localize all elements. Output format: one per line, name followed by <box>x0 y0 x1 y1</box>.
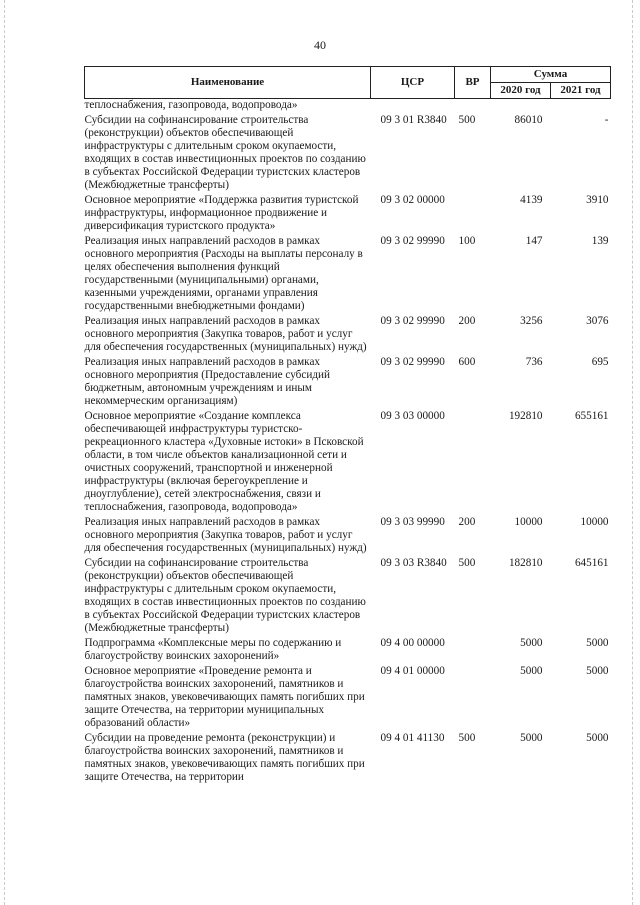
header-year-2020: 2020 год <box>491 83 551 99</box>
row-sum-2021: 5000 <box>586 637 609 649</box>
header-vr: ВР <box>455 67 491 99</box>
table-row <box>85 356 611 410</box>
row-csr <box>371 99 455 115</box>
row-vr <box>455 194 491 235</box>
row-name: Основное мероприятие «Поддержка развития туристской инфраструктуры, информационное продвижение и диверсификация туристского продукта» <box>84 194 359 232</box>
row-name: теплоснабжения, газопровода, водопровода» <box>84 99 298 111</box>
header-year-2021: 2021 год <box>551 83 611 99</box>
row-sum-2021: 5000 <box>586 732 609 744</box>
row-name: Субсидии на софинансирование строительства (реконструкции) объектов обеспечивающей инфраструктуры с длительным сроком окупаемости, входящих в состав инвестиционных проектов по созданию в субъектах Российской Федерации туристских кластеров (Межбюджетные трансферты) <box>84 114 366 191</box>
row-sum-2020: 192810 <box>508 410 543 422</box>
row-csr: 09 3 03 R3840 <box>380 557 447 569</box>
row-name: Основное мероприятие «Проведение ремонта и благоустройства воинских захоронений, памятников и памятных знаков, увековечивающих память погибших при защите Отечества, на территории муниципальных образований области» <box>84 665 365 729</box>
row-name: Реализация иных направлений расходов в рамках основного мероприятия (Расходы на выплаты персоналу в целях обеспечения выполнения функций государственными (муниципальными) органами, казенными учреждениями, органами управления государственными внебюджетными фондами) <box>84 235 363 312</box>
row-vr: 200 <box>458 315 476 327</box>
row-sum-2021: 3076 <box>586 315 609 327</box>
row-sum-2020: 4139 <box>520 194 543 206</box>
row-vr: 500 <box>458 114 476 126</box>
row-sum-2020 <box>491 99 551 115</box>
table-row <box>85 665 611 732</box>
row-vr: 200 <box>458 516 476 528</box>
row-csr: 09 4 01 41130 <box>380 732 445 744</box>
table-row <box>85 99 611 115</box>
row-csr: 09 4 01 00000 <box>380 665 445 677</box>
row-sum-2020: 147 <box>525 235 543 247</box>
row-vr <box>455 410 491 516</box>
row-sum-2021 <box>551 99 611 115</box>
row-vr <box>455 637 491 665</box>
row-sum-2021: 645161 <box>574 557 609 569</box>
table-row <box>85 410 611 516</box>
row-name: Реализация иных направлений расходов в рамках основного мероприятия (Закупка товаров, работ и услуг для обеспечения государственных (муниципальных) нужд) <box>84 516 367 554</box>
row-vr <box>455 99 491 115</box>
scan-edge-left <box>4 0 6 905</box>
row-name: Реализация иных направлений расходов в рамках основного мероприятия (Предоставление субсидий бюджетным, автономным учреждениям и иным некоммерческим организациям) <box>84 356 330 407</box>
row-sum-2021: 10000 <box>580 516 609 528</box>
table-row <box>85 114 611 194</box>
row-csr: 09 3 03 99990 <box>380 516 445 528</box>
row-name: Субсидии на проведение ремонта (реконструкции) и благоустройства воинских захоронений, памятников и памятных знаков, увековечивающих память погибших при защите Отечества, на территории <box>84 732 365 783</box>
row-sum-2020: 86010 <box>514 114 543 126</box>
row-sum-2021: 695 <box>591 356 609 368</box>
row-vr: 500 <box>458 557 476 569</box>
table-body <box>85 99 611 787</box>
row-sum-2021: 5000 <box>586 665 609 677</box>
row-csr: 09 3 02 99990 <box>380 235 445 247</box>
row-sum-2021: - <box>604 114 609 126</box>
scan-edge-right <box>632 0 634 905</box>
row-vr: 500 <box>458 732 476 744</box>
row-sum-2020: 5000 <box>520 665 543 677</box>
row-csr: 09 3 02 99990 <box>380 315 445 327</box>
row-sum-2021: 655161 <box>574 410 609 422</box>
row-vr: 100 <box>458 235 476 247</box>
row-sum-2020: 736 <box>525 356 543 368</box>
table-header <box>85 67 611 99</box>
row-sum-2020: 3256 <box>520 315 543 327</box>
row-name: Реализация иных направлений расходов в рамках основного мероприятия (Закупка товаров, работ и услуг для обеспечения государственных (муниципальных) нужд) <box>84 315 367 353</box>
table-row <box>85 194 611 235</box>
row-sum-2020: 182810 <box>508 557 543 569</box>
row-csr: 09 3 02 99990 <box>380 356 445 368</box>
row-vr: 600 <box>458 356 476 368</box>
row-sum-2020: 10000 <box>514 516 543 528</box>
row-sum-2020: 5000 <box>520 637 543 649</box>
row-vr <box>455 665 491 732</box>
row-csr: 09 3 03 00000 <box>380 410 445 422</box>
row-name: Подпрограмма «Комплексные меры по содержанию и благоустройству воинских захоронений» <box>84 637 342 662</box>
row-name: Основное мероприятие «Создание комплекса обеспечивающей инфраструктуры туристско-рекреационного кластера «Духовные истоки» в Псковской области, в том числе объектов канализационной сети и очистных сооружений, транспортной и инженерной инфраструктуры (включая берегоукрепление и дноуглубление), сетей электроснабжения, связи и теплоснабжения, газопровода, водопровода» <box>84 410 364 513</box>
page-number: 40 <box>314 38 326 52</box>
row-csr: 09 3 01 R3840 <box>380 114 447 126</box>
table-row <box>85 732 611 786</box>
table-row <box>85 637 611 665</box>
row-sum-2021: 3910 <box>586 194 609 206</box>
row-csr: 09 4 00 00000 <box>380 637 445 649</box>
row-csr: 09 3 02 00000 <box>380 194 445 206</box>
header-name: Наименование <box>85 67 371 99</box>
table-row <box>85 235 611 315</box>
row-sum-2020: 5000 <box>520 732 543 744</box>
table-row <box>85 557 611 637</box>
row-name: Субсидии на софинансирование строительства (реконструкции) объектов обеспечивающей инфраструктуры с длительным сроком окупаемости, входящих в состав инвестиционных проектов по созданию в субъектах Российской Федерации туристских кластеров (Межбюджетные трансферты) <box>84 557 366 634</box>
row-sum-2021: 139 <box>591 235 609 247</box>
budget-table <box>84 66 610 786</box>
table-row <box>85 315 611 356</box>
header-csr: ЦСР <box>371 67 455 99</box>
table-row <box>85 516 611 557</box>
header-sum: Сумма <box>491 67 611 83</box>
